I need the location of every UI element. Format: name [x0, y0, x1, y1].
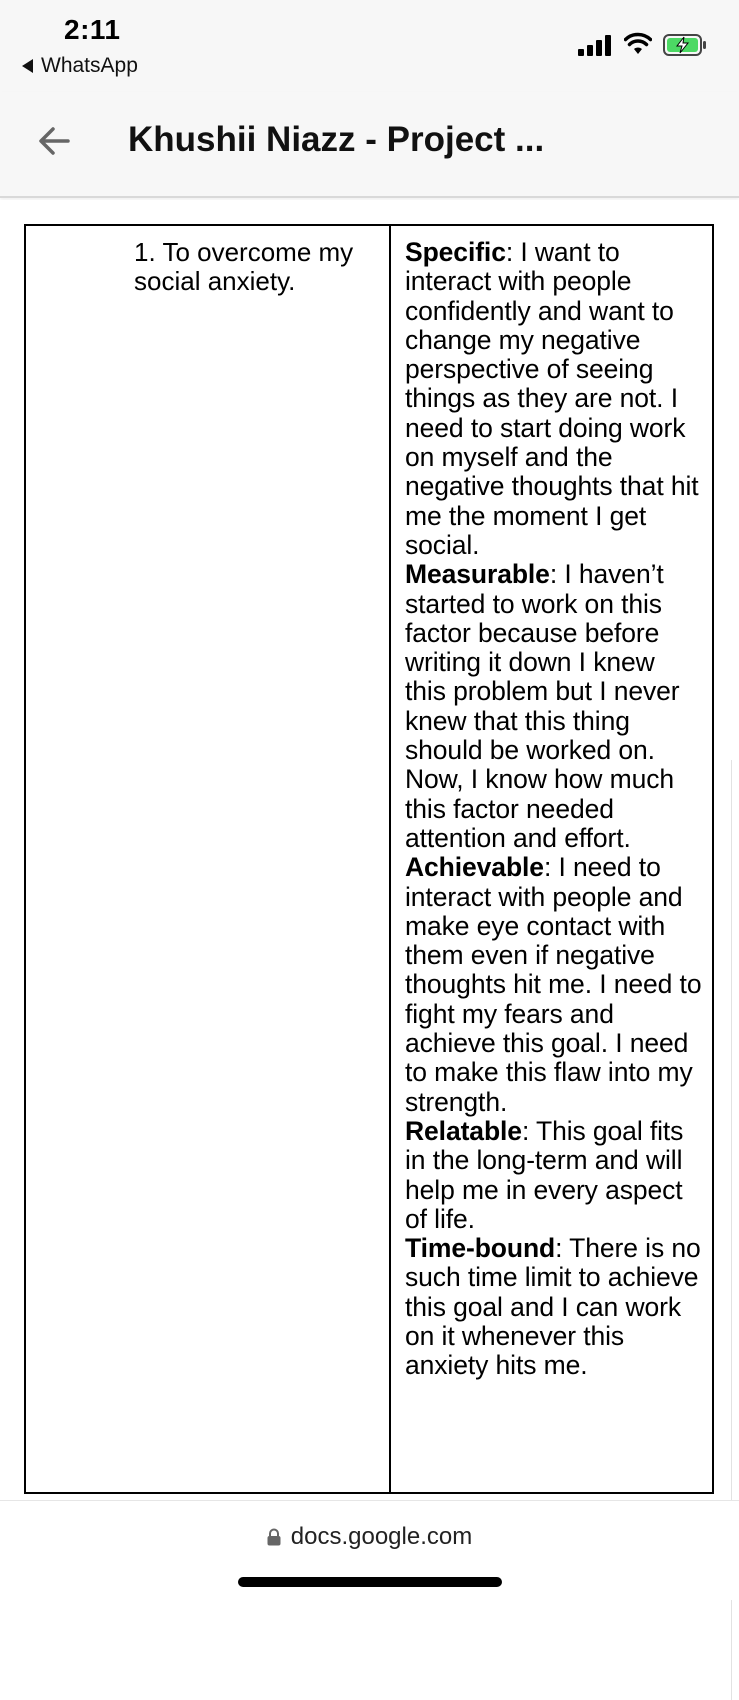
- smart-label: Specific: [405, 237, 506, 267]
- smart-text: : I want to interact with people confidently and want to change my negative perspective of seeing things as they are not. I need to start doing work on myself and the negative thoughts that hit me the moment I get social.: [405, 237, 699, 560]
- smart-text: : This goal fits in the long-term and will help me in every aspect of life.: [405, 1115, 684, 1234]
- back-app-label: WhatsApp: [41, 54, 138, 77]
- status-time: 2:11: [64, 14, 121, 45]
- back-arrow-icon[interactable]: [34, 120, 76, 162]
- smart-item-achievable: [405, 853, 702, 1117]
- url-bar: [0, 1500, 739, 1600]
- smart-item-specific: [405, 238, 702, 560]
- home-indicator[interactable]: [238, 1577, 502, 1587]
- back-triangle-icon: [22, 59, 33, 73]
- smart-label: Achievable: [405, 852, 544, 883]
- url-display[interactable]: [0, 1523, 739, 1551]
- goal-text: 1. To overcome my social anxiety.: [134, 237, 354, 296]
- smart-item-relatable: [405, 1117, 702, 1234]
- smart-text: : I haven’t started to work on this factor because before writing it down I knew this problem but I never knew that this thing should be worked on. Now, I know how much this factor needed attention and effort.: [405, 559, 680, 853]
- lock-icon: [267, 1528, 281, 1546]
- goal-cell: [26, 226, 391, 1492]
- back-to-whatsapp-link[interactable]: [22, 54, 138, 78]
- document-title: Khushii Niazz - Project ...: [128, 120, 545, 159]
- smart-item-measurable: [405, 560, 702, 853]
- smart-cell: [391, 226, 712, 1492]
- cellular-signal-icon: [578, 34, 614, 56]
- smart-label: Time-bound: [405, 1233, 556, 1264]
- url-text: docs.google.com: [290, 1523, 473, 1550]
- goal-table: [24, 224, 714, 1494]
- smart-text: : There is no such time limit to achieve this goal and I can work on it whenever this anxiety hits me.: [405, 1233, 701, 1381]
- status-bar: [0, 0, 739, 92]
- app-bar: [0, 92, 739, 198]
- smart-text: : I need to interact with people and make eye contact with them even if negative thoughts hit me. I need to fight my fears and achieve this goal. I need to make this flaw into my strength.: [405, 852, 702, 1117]
- smart-label: Relatable: [405, 1115, 522, 1146]
- wifi-icon: [624, 32, 652, 56]
- battery-charging-icon: [663, 34, 707, 56]
- smart-item-time-bound: [405, 1234, 702, 1380]
- document-area[interactable]: [0, 200, 739, 1500]
- smart-label: Measurable: [405, 559, 550, 590]
